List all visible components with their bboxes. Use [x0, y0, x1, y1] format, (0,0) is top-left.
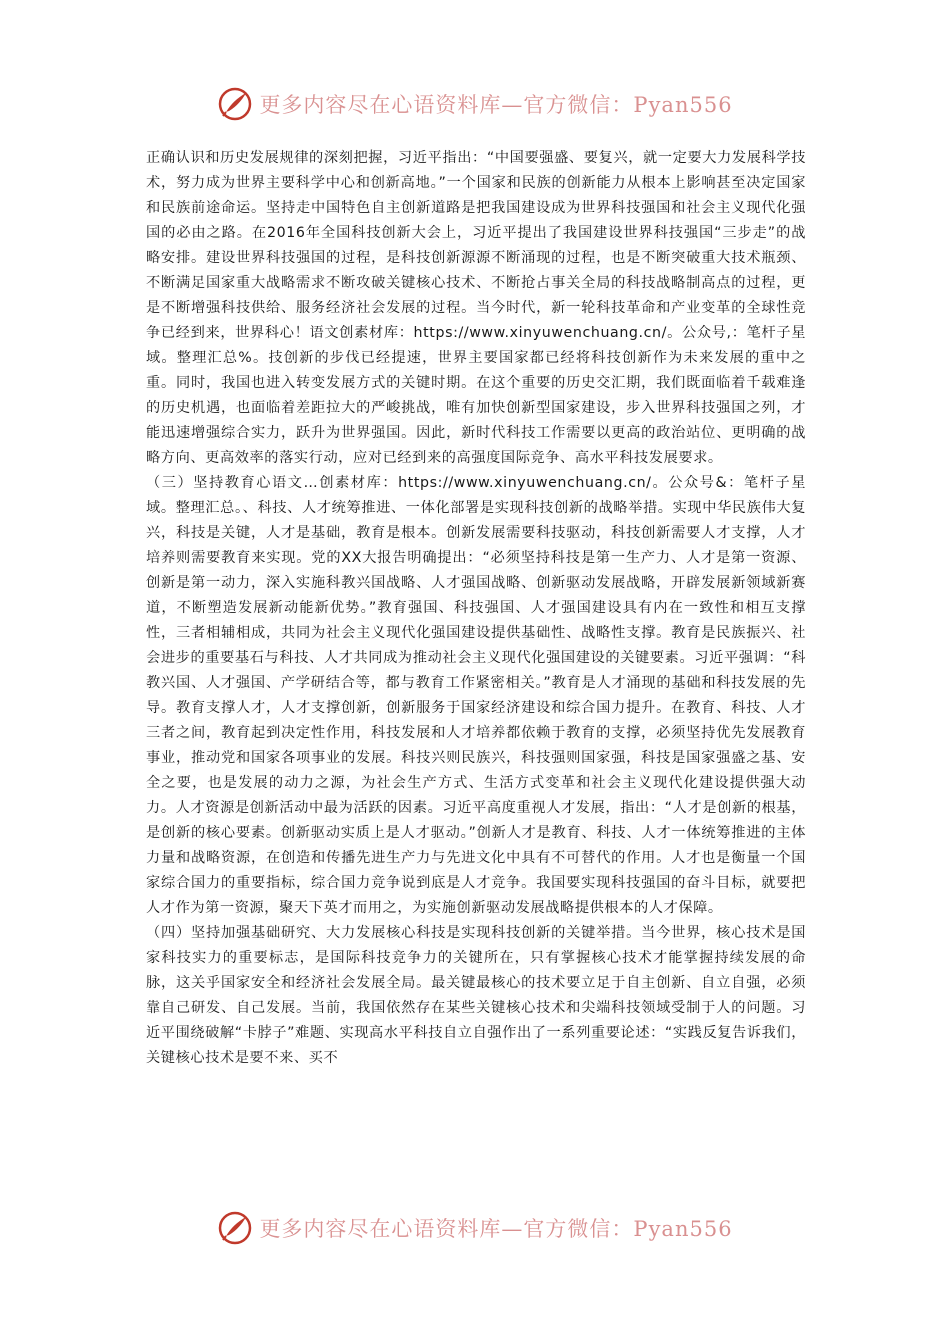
quill-logo-icon [217, 1210, 253, 1246]
footer-watermark-banner [0, 1206, 950, 1250]
footer-watermark-text: 更多内容尽在心语资料库—官方微信：Pyan556 [259, 1217, 733, 1241]
quill-logo-icon [217, 86, 253, 122]
paragraph-2: （三）坚持教育心语文…创素材库：https://www.xinyuwenchuang.cn/。公众号&：笔杆子星域。整理汇总。、科技、人才统筹推进、一体化部署是实现科技创新的战略举措。实现中华民族伟大复兴，科技是关键，人才是基础，教育是根本。创新发展需要科技驱动，科技创新需要人才支撑，人才培养则需要教育来实现。党的XX大报告明确提出：“必须坚持科技是第一生产力、人才是第一资源、创新是第一动力，深入实施科教兴国战略、人才强国战略、创新驱动发展战略，开辟发展新领域新赛道，不断塑造发展新动能新优势。”教育强国、科技强国、人才强国建设具有内在一致性和相互支撑性，三者相辅相成，共同为社会主义现代化强国建设提供基础性、战略性支撑。教育是民族振兴、社会进步的重要基石与科技、人才共同成为推动社会主义现代化强国建设的关键要素。习近平强调：“科教兴国、人才强国、产学研结合等，都与教育工作紧密相关。”教育是人才涌现的基础和科技发展的先导。教育支撑人才，人才支撑创新，创新服务于国家经济建设和综合国力提升。在教育、科技、人才三者之间，教育起到决定性作用，科技发展和人才培养都依赖于教育的支撑，必须坚持优先发展教育事业，推动党和国家各项事业的发展。科技兴则民族兴，科技强则国家强，科技是国家强盛之基、安全之要，也是发展的动力之源，为社会生产方式、生活方式变革和社会主义现代化建设提供强大动力。人才资源是创新活动中最为活跃的因素。习近平高度重视人才发展，指出：“人才是创新的根基，是创新的核心要素。创新驱动实质上是人才驱动。”创新人才是教育、科技、人才一体统筹推进的主体力量和战略资源，在创造和传播先进生产力与先进文化中具有不可替代的作用。人才也是衡量一个国家综合国力的重要指标，综合国力竞争说到底是人才竞争。我国要实现科技强国的奋斗目标，就要把人才作为第一资源，聚天下英才而用之，为实施创新驱动发展战略提供根本的人才保障。 [146, 475, 806, 916]
header-watermark-banner [0, 82, 950, 126]
header-watermark-text: 更多内容尽在心语资料库—官方微信：Pyan556 [259, 93, 733, 117]
paragraph-1: 正确认识和历史发展规律的深刻把握，习近平指出：“中国要强盛、要复兴，就一定要大力发展科学技术，努力成为世界主要科学中心和创新高地。”一个国家和民族的创新能力从根本上影响甚至决定国家和民族前途命运。坚持走中国特色自主创新道路是把我国建设成为世界科技强国和社会主义现代化强国的必由之路。在2016年全国科技创新大会上，习近平提出了我国建设世界科技强国“三步走”的战略安排。建设世界科技强国的过程，是科技创新源源不断涌现的过程，也是不断突破重大技术瓶颈、不断满足国家重大战略需求不断攻破关键核心技术、不断抢占事关全局的科技战略制高点的过程，更是不断增强科技供给、服务经济社会发展的过程。当今时代，新一轮科技革命和产业变革的全球性竞争已经到来，世界科心！语文创素材库：https://www.xinyuwenchuang.cn/。公众号,：笔杆子星域。整理汇总%。技创新的步伐已经提速，世界主要国家都已经将科技创新作为未来发展的重中之重。同时，我国也进入转变发展方式的关键时期。在这个重要的历史交汇期，我们既面临着千载难逢的历史机遇，也面临着差距拉大的严峻挑战，唯有加快创新型国家建设，步入世界科技强国之列，才能迅速增强综合实力，跃升为世界强国。因此，新时代科技工作需要以更高的政治站位、更明确的战略方向、更高效率的落实行动，应对已经到来的高强度国际竞争、高水平科技发展要求。 [146, 150, 806, 466]
paragraph-3: （四）坚持加强基础研究、大力发展核心科技是实现科技创新的关键举措。当今世界，核心技术是国家科技实力的重要标志，是国际科技竞争力的关键所在，只有掌握核心技术才能掌握持续发展的命脉，这关乎国家安全和经济社会发展全局。最关键最核心的技术要立足于自主创新、自立自强，必须靠自己研发、自己发展。当前，我国依然存在某些关键核心技术和尖端科技领域受制于人的问题。习近平围绕破解“卡脖子”难题、实现高水平科技自立自强作出了一系列重要论述：“实践反复告诉我们，关键核心技术是要不来、买不 [146, 925, 806, 1066]
document-body [146, 146, 806, 1071]
